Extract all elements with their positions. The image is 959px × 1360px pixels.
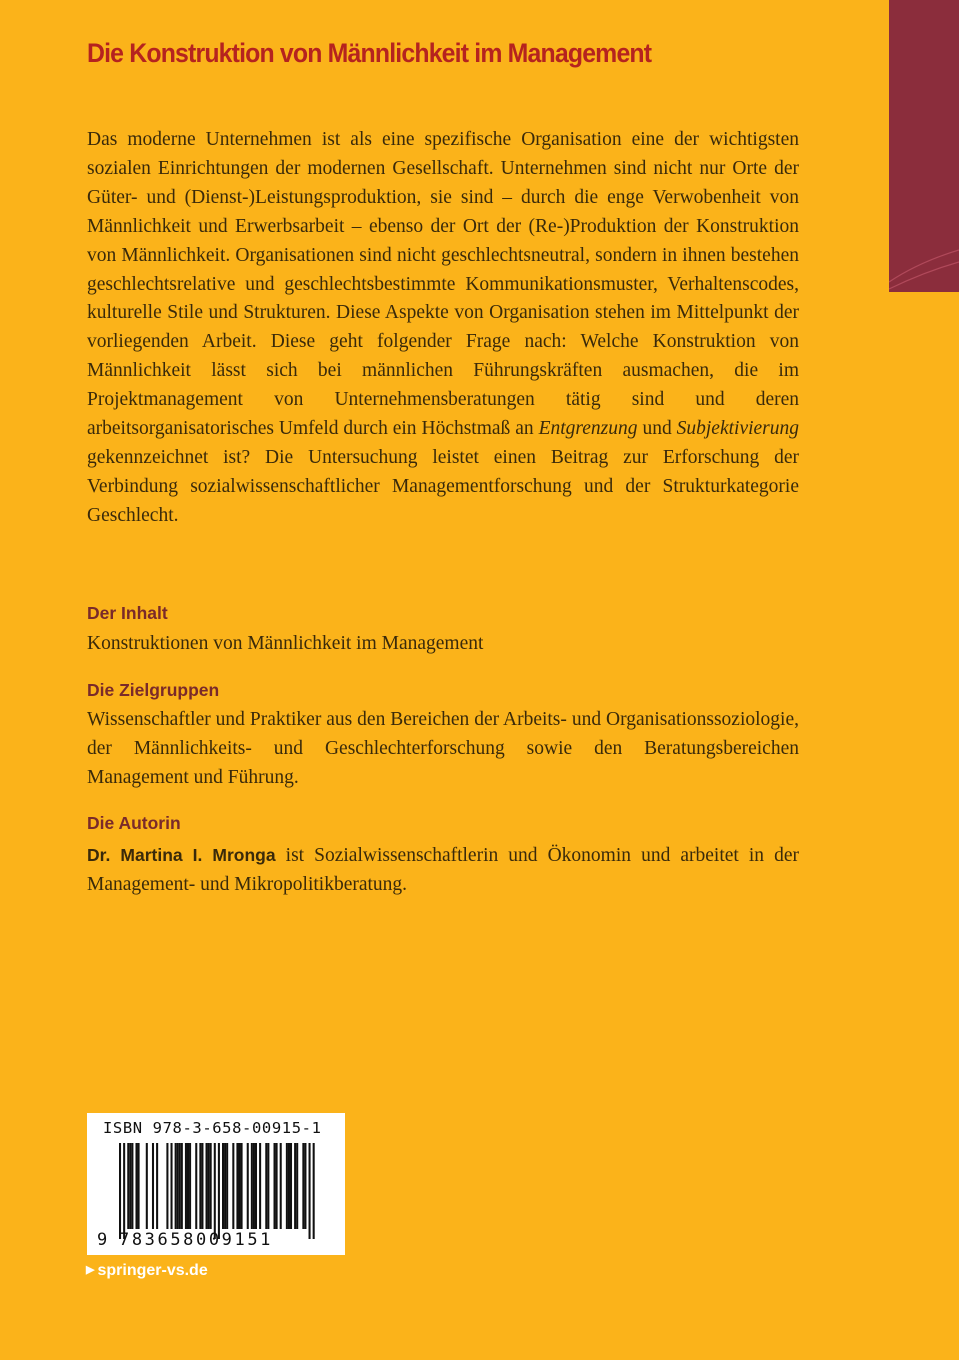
blurb-emphasis-1: Entgrenzung xyxy=(538,418,638,440)
blurb-emphasis-2: Subjektivierung xyxy=(676,418,800,440)
isbn-barcode xyxy=(87,1113,345,1255)
barcode-bar xyxy=(276,1143,278,1229)
isbn-label: ISBN 978-3-658-00915-1 xyxy=(103,1119,322,1137)
barcode-bar xyxy=(127,1143,129,1229)
author-bio: ist Sozialwissenschaftlerin und Ökonomin und arbeitet in der Management- und Mikropolitikberatung. xyxy=(87,845,799,895)
corner-color-band xyxy=(889,0,959,292)
barcode-bar xyxy=(274,1143,276,1229)
barcode-bar xyxy=(251,1143,253,1229)
barcode-bar xyxy=(179,1143,181,1229)
barcode-bar xyxy=(152,1143,154,1229)
barcode-bar xyxy=(247,1143,249,1229)
barcode-bar xyxy=(208,1143,210,1229)
book-title: Die Konstruktion von Männlichkeit im Management xyxy=(87,38,652,68)
barcode-bar xyxy=(185,1143,187,1229)
barcode-bar xyxy=(189,1143,191,1229)
barcode-bar xyxy=(181,1143,183,1229)
publisher-link[interactable] xyxy=(86,1262,208,1280)
heading-inhalt: Der Inhalt xyxy=(87,603,168,623)
barcode-bar xyxy=(267,1143,269,1229)
barcode-bar xyxy=(171,1143,173,1229)
barcode-bar xyxy=(280,1143,282,1229)
barcode-bar xyxy=(238,1143,240,1229)
barcode-bar xyxy=(296,1143,298,1229)
barcode-bar xyxy=(135,1143,137,1229)
inhalt-text: Konstruktionen von Männlichkeit im Management xyxy=(87,633,484,654)
barcode-bar xyxy=(309,1143,311,1239)
barcode-bar xyxy=(187,1143,189,1229)
barcode-bar xyxy=(199,1143,201,1229)
author-name: Dr. Martina I. Mronga xyxy=(87,845,276,865)
barcode-bar xyxy=(218,1143,220,1239)
barcode-bar xyxy=(175,1143,177,1229)
barcode-bar xyxy=(201,1143,203,1229)
blurb-text-3: gekennzeichnet ist? Die Untersuchung leistet einen Beitrag zur Erforschung der Verbindung sozialwissenschaftlicher Managementforschung und der Strukturkategorie Geschlecht. xyxy=(87,446,799,526)
barcode-bar xyxy=(302,1143,304,1229)
barcode-bar xyxy=(177,1143,179,1229)
blurb-text-2: und xyxy=(637,418,677,440)
barcode-bar xyxy=(290,1143,292,1229)
barcode-bar xyxy=(222,1143,224,1229)
barcode-bar xyxy=(313,1143,315,1239)
barcode-bar xyxy=(210,1143,212,1229)
decorative-curve-lines xyxy=(889,0,959,292)
barcode-bar xyxy=(241,1143,243,1229)
barcode-bar xyxy=(236,1143,238,1229)
blurb-paragraph xyxy=(87,126,799,531)
barcode-bar xyxy=(255,1143,257,1229)
barcode-bar xyxy=(138,1143,140,1229)
barcode-bar xyxy=(259,1143,261,1229)
ean-digits: 783658009151 xyxy=(119,1230,274,1250)
barcode-bar xyxy=(253,1143,255,1229)
autorin-text xyxy=(87,841,799,900)
barcode-bar xyxy=(123,1143,125,1239)
barcode-bar xyxy=(146,1143,148,1229)
barcode-bar xyxy=(224,1143,226,1229)
blurb-text-1: Das moderne Unternehmen ist als eine spezifische Organisation eine der wichtigsten sozialen Einrichtungen der modernen Gesellschaft. Unternehmen sind nicht nur Orte der Güter- und (Dienst-)Leistungsproduktion, sie sind – durch die enge Verwobenheit von Männlichkeit und Erwerbsarbeit – ebenso der Ort der (Re-)Produktion der Konstruktion von Männlichkeit. Organisationen sind nicht geschlechtsneutral, sondern in ihnen bestehen geschlechtsrelative und geschlechtsbestimmte Kommunikationsmuster, Verhaltenscodes, kulturelle Stile und Strukturen. Diese Aspekte von Organisation stehen im Mittelpunkt der vorliegenden Arbeit. Diese geht folgender Frage nach: Welche Konstruktion von Männlichkeit lässt sich bei männlichen Führungskräften ausmachen, die im Projektmanagement von Unternehmensberatungen tätig sind und deren arbeitsorganisatorisches Umfeld durch ein Höchstmaß an xyxy=(87,129,799,440)
barcode-bar xyxy=(286,1143,288,1229)
barcode-bar xyxy=(119,1143,121,1239)
barcode-bar xyxy=(294,1143,296,1229)
barcode-bar xyxy=(206,1143,208,1229)
barcode-bar xyxy=(131,1143,133,1229)
barcode-bar xyxy=(304,1143,306,1229)
barcode-bar xyxy=(226,1143,228,1229)
heading-autorin: Die Autorin xyxy=(87,813,181,833)
triangle-right-icon: ▶ xyxy=(86,1264,95,1276)
barcode-bar xyxy=(265,1143,267,1229)
barcode-bar xyxy=(156,1143,158,1229)
barcode-bar xyxy=(129,1143,131,1229)
zielgruppen-text: Wissenschaftler und Praktiker aus den Bereichen der Arbeits- und Organisationssoziologie, der Männlichkeits- und Geschlechterforschung sowie den Beratungsbereichen Management und Führung. xyxy=(87,709,799,788)
barcode-bar xyxy=(232,1143,234,1229)
ean-first-digit: 9 xyxy=(97,1230,108,1250)
barcode-bar xyxy=(214,1143,216,1239)
heading-zielgruppen: Die Zielgruppen xyxy=(87,680,220,700)
barcode-bar xyxy=(195,1143,197,1229)
barcode-bar xyxy=(288,1143,290,1229)
barcode-bar xyxy=(166,1143,168,1229)
publisher-url: springer-vs.de xyxy=(97,1262,208,1279)
